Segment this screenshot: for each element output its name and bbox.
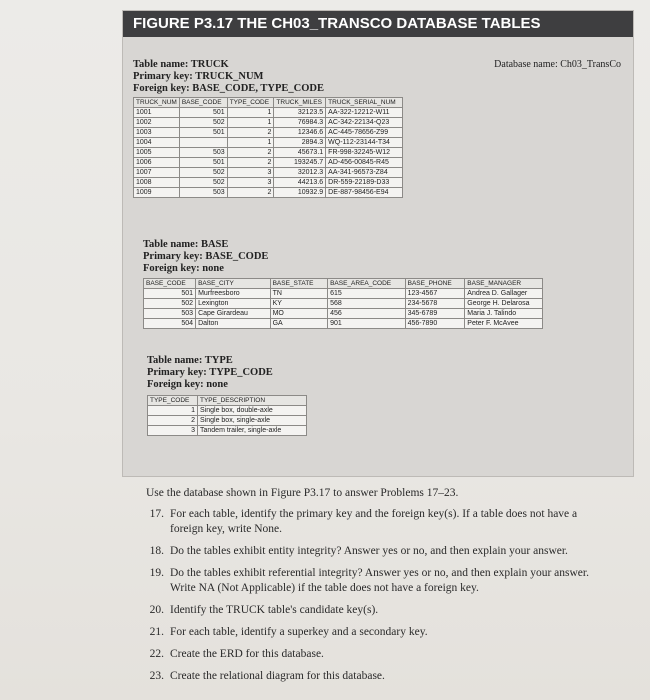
problem-text: Create the ERD for this database. xyxy=(170,648,324,660)
table-cell: 44213.6 xyxy=(274,178,326,188)
table-cell: 1001 xyxy=(134,108,180,118)
table-cell: AA-322-12212-W11 xyxy=(326,108,403,118)
problem-item xyxy=(140,669,610,684)
table-cell: 2 xyxy=(148,416,198,426)
table-row xyxy=(134,138,403,148)
problem-text: Identify the TRUCK table's candidate key(s). xyxy=(170,604,379,616)
table-cell: 1008 xyxy=(134,178,180,188)
table-row xyxy=(134,188,403,198)
table-cell: 2 xyxy=(227,148,274,158)
table-cell: 1 xyxy=(227,118,274,128)
column-header: BASE_STATE xyxy=(270,279,328,289)
table-cell: 503 xyxy=(144,309,196,319)
table-cell: 1004 xyxy=(134,138,180,148)
table-cell: Andrea D. Gallager xyxy=(465,289,543,299)
table-cell: 2894.3 xyxy=(274,138,326,148)
figure-title: FIGURE P3.17 THE CH03_TRANSCO DATABASE TABLES xyxy=(123,11,633,37)
problem-number: 22. xyxy=(149,648,164,660)
problem-list xyxy=(140,486,610,691)
type-meta xyxy=(147,355,273,391)
table-cell: Single box, double-axle xyxy=(198,406,307,416)
column-header: BASE_AREA_CODE xyxy=(328,279,406,289)
figure-box xyxy=(122,10,634,477)
table-cell: 501 xyxy=(179,128,227,138)
table-cell: Peter F. McAvee xyxy=(465,319,543,329)
table-cell: 1 xyxy=(227,138,274,148)
table-cell: TN xyxy=(270,289,328,299)
column-header: BASE_PHONE xyxy=(405,279,465,289)
column-header: TRUCK_MILES xyxy=(274,98,326,108)
column-header: TRUCK_SERIAL_NUM xyxy=(326,98,403,108)
table-cell: 502 xyxy=(179,168,227,178)
base-table-name: Table name: BASE xyxy=(143,239,229,250)
column-header: BASE_CODE xyxy=(144,279,196,289)
table-cell: Dalton xyxy=(196,319,271,329)
table-cell: FR-998-32245-W12 xyxy=(326,148,403,158)
table-cell: WQ-112-23144-T34 xyxy=(326,138,403,148)
problem-item xyxy=(140,625,610,640)
problem-item xyxy=(140,566,610,596)
base-header-row xyxy=(144,279,543,289)
table-cell: AD-456-00845-R45 xyxy=(326,158,403,168)
table-cell: 1007 xyxy=(134,168,180,178)
table-cell: 76984.3 xyxy=(274,118,326,128)
table-cell: 1005 xyxy=(134,148,180,158)
table-cell: 345-6789 xyxy=(405,309,465,319)
table-cell: GA xyxy=(270,319,328,329)
table-cell: AC-342-22134-Q23 xyxy=(326,118,403,128)
table-row xyxy=(134,128,403,138)
table-cell: George H. Delarosa xyxy=(465,299,543,309)
table-cell: 568 xyxy=(328,299,406,309)
problems-intro: Use the database shown in Figure P3.17 to answer Problems 17–23. xyxy=(146,487,459,499)
truck-header-row xyxy=(134,98,403,108)
column-header: TYPE_DESCRIPTION xyxy=(198,396,307,406)
table-cell: DE-887-98456-E94 xyxy=(326,188,403,198)
table-cell: Cape Girardeau xyxy=(196,309,271,319)
table-cell: 3 xyxy=(227,168,274,178)
type-foreign-key: Foreign key: none xyxy=(147,379,228,390)
table-cell: 501 xyxy=(179,158,227,168)
column-header: TRUCK_NUM xyxy=(134,98,180,108)
table-cell: 2 xyxy=(227,158,274,168)
problem-text: Do the tables exhibit referential integrity? Answer yes or no, and then explain your answer. Write NA (Not Applicable) if the table does not have a foreign key. xyxy=(170,567,589,594)
table-cell: 12346.6 xyxy=(274,128,326,138)
base-primary-key: Primary key: BASE_CODE xyxy=(143,251,269,262)
problem-text: Create the relational diagram for this database. xyxy=(170,670,385,682)
table-row xyxy=(148,406,307,416)
table-row xyxy=(144,299,543,309)
table-row xyxy=(134,158,403,168)
table-cell: 2 xyxy=(227,188,274,198)
table-row xyxy=(134,148,403,158)
table-cell: DR-559-22189-D33 xyxy=(326,178,403,188)
problem-number: 20. xyxy=(149,604,164,616)
problem-item xyxy=(140,647,610,662)
problem-item xyxy=(140,544,610,559)
table-cell: 456 xyxy=(328,309,406,319)
problem-item xyxy=(140,603,610,618)
problem-text: Do the tables exhibit entity integrity? Answer yes or no, and then explain your answer. xyxy=(170,545,568,557)
problem-number: 19. xyxy=(149,567,164,579)
table-row xyxy=(148,416,307,426)
base-meta xyxy=(143,239,268,275)
problem-number: 21. xyxy=(149,626,164,638)
table-cell: KY xyxy=(270,299,328,309)
table-cell: 501 xyxy=(144,289,196,299)
table-cell: 456-7890 xyxy=(405,319,465,329)
table-cell: 1003 xyxy=(134,128,180,138)
table-cell: 1002 xyxy=(134,118,180,128)
table-cell: Single box, single-axle xyxy=(198,416,307,426)
table-cell: 123-4567 xyxy=(405,289,465,299)
type-primary-key: Primary key: TYPE_CODE xyxy=(147,367,273,378)
type-table xyxy=(147,395,307,436)
problem-text: For each table, identify a superkey and a secondary key. xyxy=(170,626,428,638)
table-cell: 3 xyxy=(148,426,198,436)
table-cell: 504 xyxy=(144,319,196,329)
table-row xyxy=(148,426,307,436)
database-name: Database name: Ch03_TransCo xyxy=(494,59,621,70)
table-row xyxy=(134,178,403,188)
column-header: TYPE_CODE xyxy=(148,396,198,406)
table-cell: 502 xyxy=(179,178,227,188)
truck-primary-key: Primary key: TRUCK_NUM xyxy=(133,71,264,82)
table-row xyxy=(144,289,543,299)
table-cell: 193245.7 xyxy=(274,158,326,168)
problem-text: For each table, identify the primary key and the foreign key(s). If a table does not have a foreign key, write None. xyxy=(170,508,578,535)
table-cell: 1009 xyxy=(134,188,180,198)
column-header: BASE_CODE xyxy=(179,98,227,108)
table-row xyxy=(134,118,403,128)
table-cell: Murfreesboro xyxy=(196,289,271,299)
type-header-row xyxy=(148,396,307,406)
table-cell: 502 xyxy=(144,299,196,309)
table-cell: 1 xyxy=(148,406,198,416)
truck-table xyxy=(133,97,403,198)
table-cell: AC-445-78656-Z99 xyxy=(326,128,403,138)
table-cell: 2 xyxy=(227,128,274,138)
table-cell: MO xyxy=(270,309,328,319)
column-header: BASE_MANAGER xyxy=(465,279,543,289)
column-header: BASE_CITY xyxy=(196,279,271,289)
table-cell: Tandem trailer, single-axle xyxy=(198,426,307,436)
table-row xyxy=(134,168,403,178)
problem-number: 23. xyxy=(149,670,164,682)
problem-number: 17. xyxy=(149,508,164,520)
base-foreign-key: Foreign key: none xyxy=(143,263,224,274)
table-cell: 234-5678 xyxy=(405,299,465,309)
table-cell: 615 xyxy=(328,289,406,299)
type-table-name: Table name: TYPE xyxy=(147,355,233,366)
table-cell: 502 xyxy=(179,118,227,128)
column-header: TYPE_CODE xyxy=(227,98,274,108)
table-row xyxy=(144,309,543,319)
table-cell: Lexington xyxy=(196,299,271,309)
table-cell: 32123.5 xyxy=(274,108,326,118)
table-cell: 3 xyxy=(227,178,274,188)
truck-foreign-key: Foreign key: BASE_CODE, TYPE_CODE xyxy=(133,83,324,94)
table-cell: 45673.1 xyxy=(274,148,326,158)
table-cell: AA-341-96573-Z84 xyxy=(326,168,403,178)
base-table xyxy=(143,278,543,329)
truck-table-name: Table name: TRUCK xyxy=(133,59,229,70)
table-cell: 10932.9 xyxy=(274,188,326,198)
table-cell: 901 xyxy=(328,319,406,329)
table-row xyxy=(144,319,543,329)
table-cell: 501 xyxy=(179,108,227,118)
problem-number: 18. xyxy=(149,545,164,557)
table-cell: 32012.3 xyxy=(274,168,326,178)
truck-meta xyxy=(133,59,324,95)
table-cell xyxy=(179,138,227,148)
table-cell: Maria J. Talindo xyxy=(465,309,543,319)
table-row xyxy=(134,108,403,118)
table-cell: 503 xyxy=(179,188,227,198)
table-cell: 1006 xyxy=(134,158,180,168)
problem-item xyxy=(140,507,610,537)
table-cell: 503 xyxy=(179,148,227,158)
table-cell: 1 xyxy=(227,108,274,118)
